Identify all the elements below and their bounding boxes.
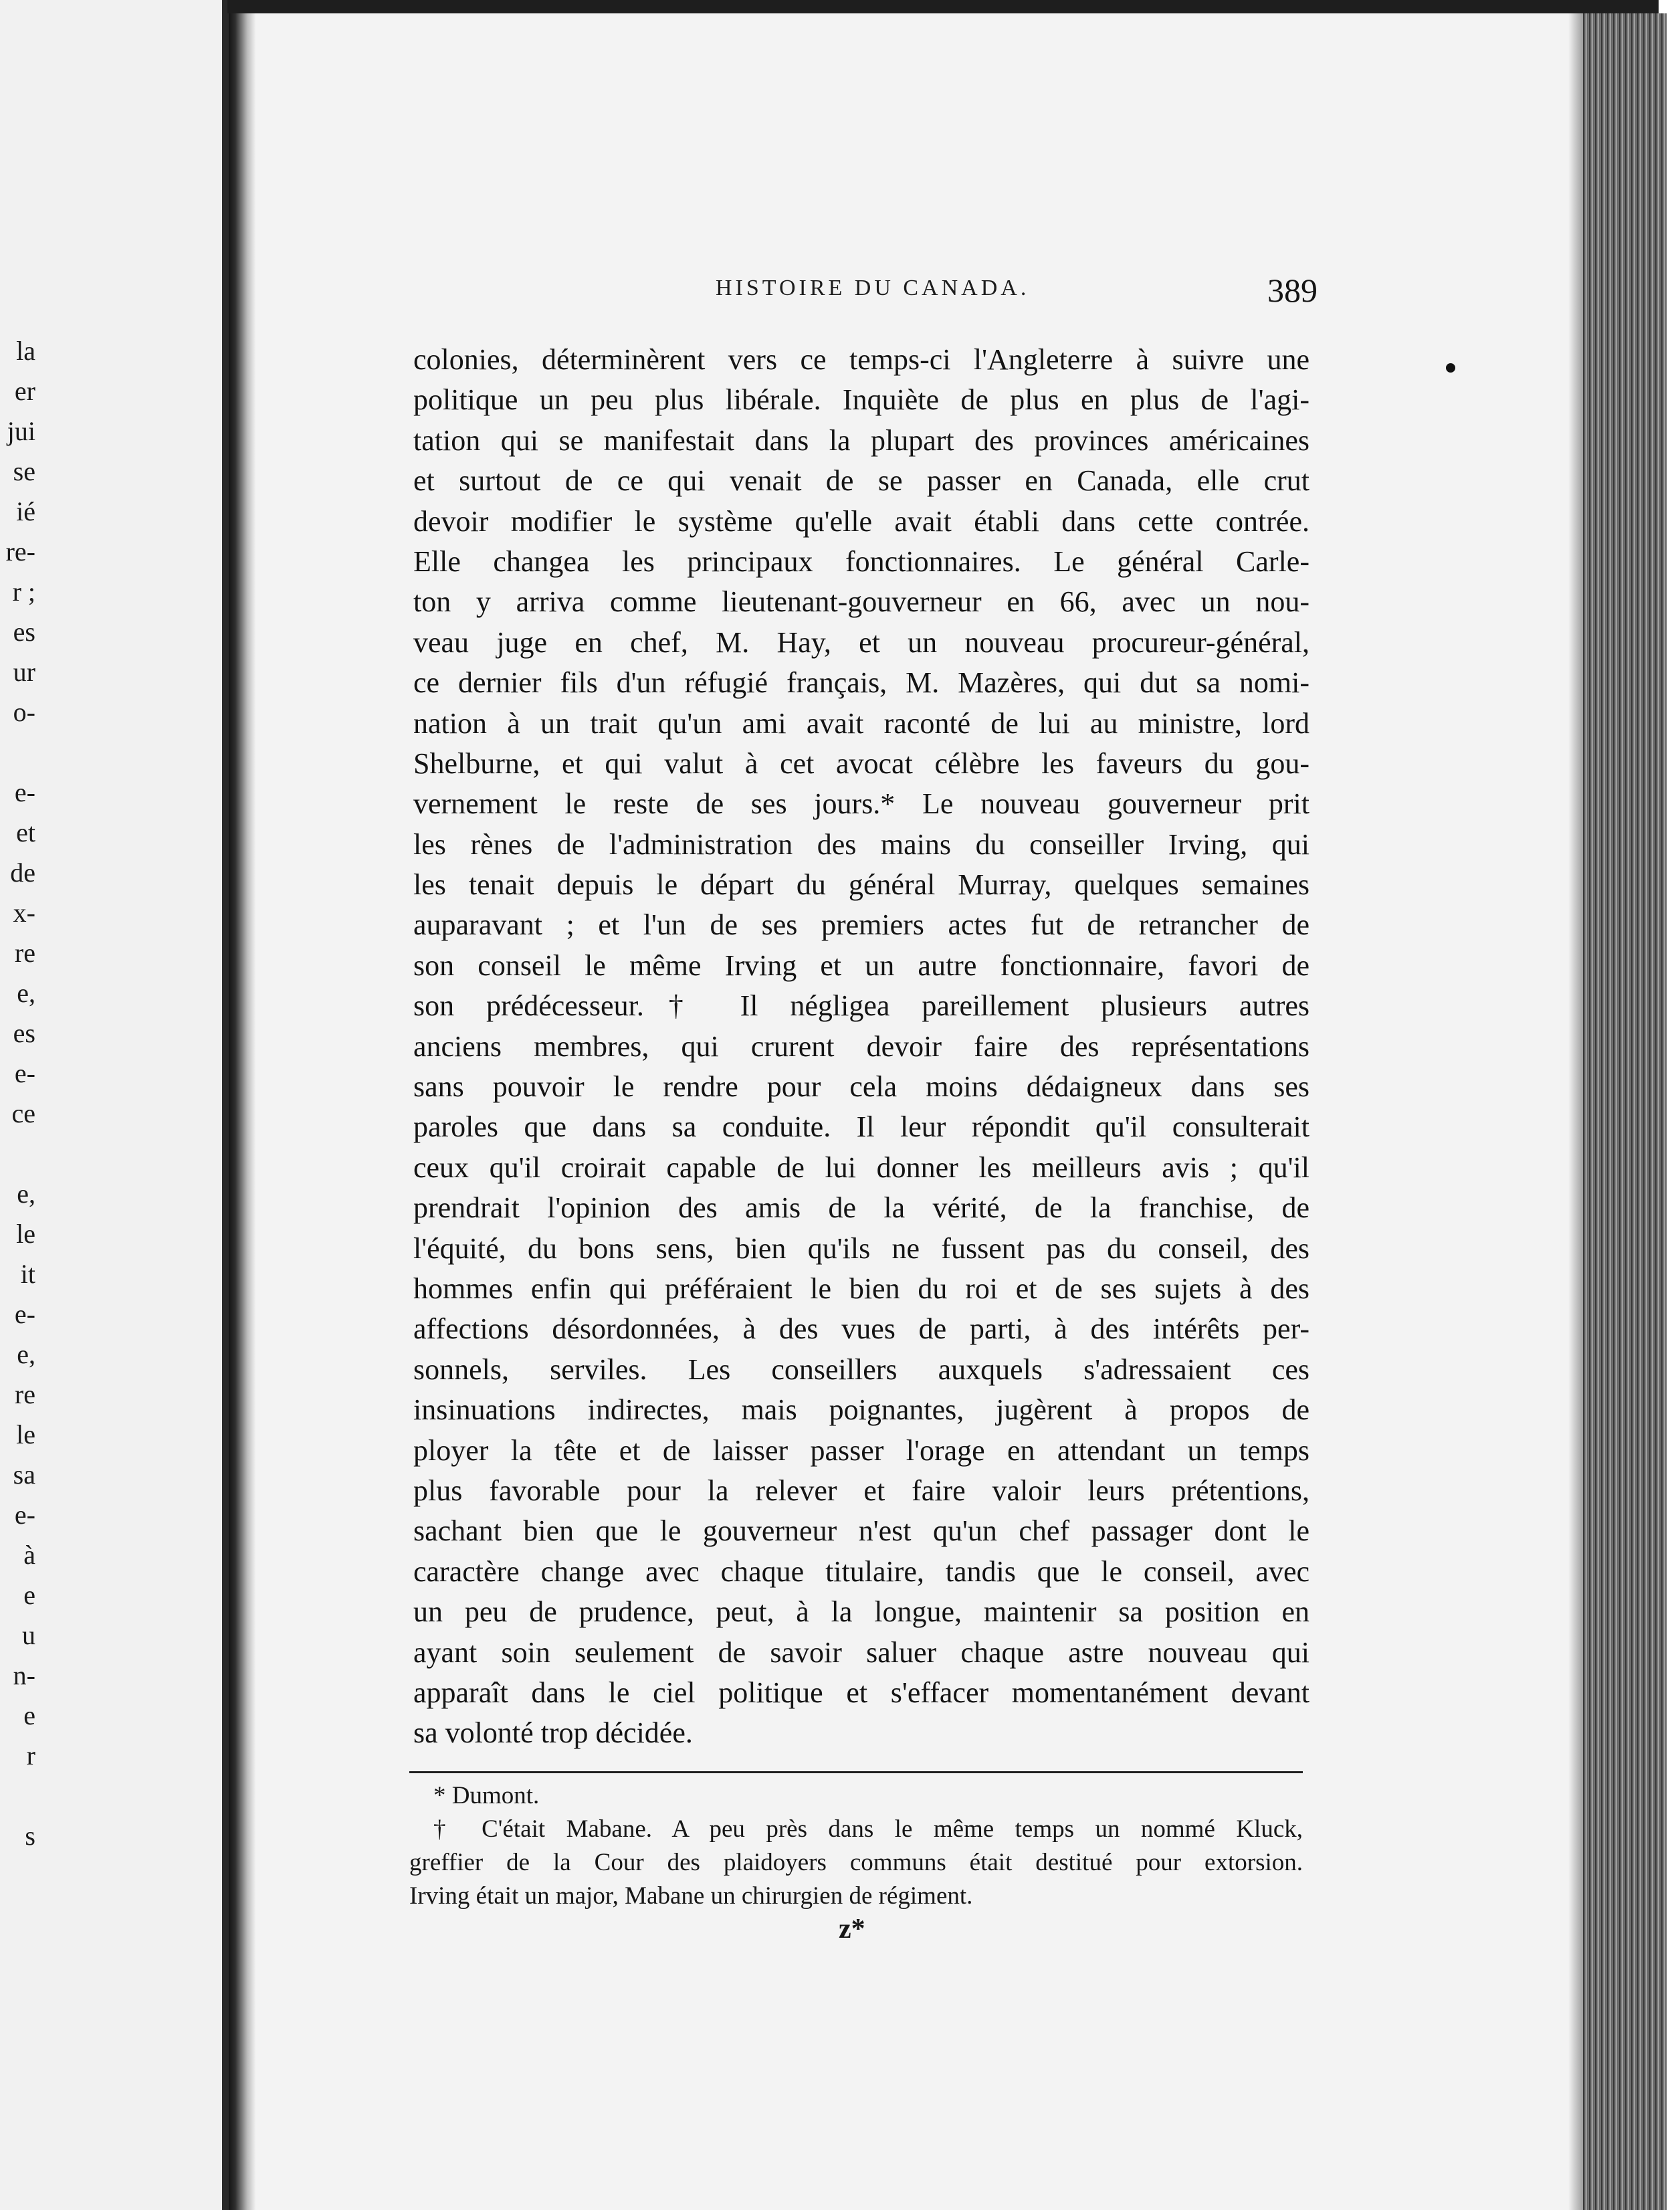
left-facing-page	[0, 0, 231, 2210]
left-page-fragment: ce	[11, 1098, 35, 1128]
left-page-fragment: et	[16, 817, 35, 847]
body-line: devoir modifier le système qu'elle avait établi dans cette contrée.	[413, 504, 1309, 538]
body-line: plus favorable pour la relever et faire valoir leurs prétentions,	[413, 1474, 1309, 1507]
left-page-fragment: ur	[13, 657, 35, 687]
gutter-line	[222, 0, 229, 2210]
left-page-fragment: x-	[13, 898, 35, 928]
body-line: insinuations indirectes, mais poignantes, jugèrent à propos de	[413, 1393, 1309, 1427]
left-page-fragment: e,	[17, 1339, 35, 1369]
left-page-fragment: le	[16, 1419, 35, 1449]
left-page-fragment: e-	[14, 1058, 35, 1088]
left-page-fragment: re	[14, 938, 35, 968]
left-page-fragment: e-	[14, 1299, 35, 1329]
left-page-fragment: r	[26, 1740, 35, 1771]
book-page-edges	[1583, 13, 1667, 2210]
footnote-1: * Dumont.	[433, 1782, 540, 1809]
left-page-fragment: e,	[17, 978, 35, 1008]
body-line: politique un peu plus libérale. Inquiète de plus en plus de l'agi-	[413, 383, 1309, 417]
left-page-fragment: es	[13, 1018, 35, 1048]
body-line: sans pouvoir le rendre pour cela moins dédaigneux dans ses	[413, 1070, 1309, 1104]
body-line: affections désordonnées, à des vues de parti, à des intérêts per-	[413, 1312, 1309, 1346]
body-line: Elle changea les principaux fonctionnaires. Le général Carle-	[413, 544, 1309, 578]
footnote-2-line-1: † C'était Mabane. A peu près dans le même temps un nommé Kluck,	[433, 1815, 1303, 1843]
body-line: vernement le reste de ses jours.* Le nouveau gouverneur prit	[413, 787, 1309, 821]
running-head: HISTOIRE DU CANADA.	[716, 276, 1030, 300]
left-page-fragment	[0, 1776, 35, 1816]
left-page-fragment	[0, 732, 35, 773]
left-page-fragment: jui	[7, 416, 35, 446]
body-text	[413, 340, 1309, 1754]
page-number: 389	[1267, 272, 1318, 309]
footnotes	[409, 1779, 1303, 1913]
body-line: sonnels, serviles. Les conseillers auxquels s'adressaient ces	[413, 1352, 1309, 1386]
body-line: prendrait l'opinion des amis de la vérité, de la franchise, de	[413, 1191, 1309, 1225]
left-page-fragment	[0, 1134, 35, 1174]
footnote-rule	[409, 1771, 1303, 1773]
left-page-fragment: e	[23, 1580, 35, 1610]
signature-mark: z*	[839, 1914, 865, 1944]
body-line: et surtout de ce qui venait de se passer en Canada, elle crut	[413, 464, 1309, 498]
left-page-fragment: u	[22, 1620, 35, 1650]
left-page-fragment: de	[10, 858, 35, 888]
left-page-fragment: s	[25, 1821, 35, 1851]
left-page-fragment: à	[23, 1540, 35, 1570]
left-page-fragment: re	[14, 1379, 35, 1409]
left-page-fragment: e	[23, 1700, 35, 1730]
left-page-fragment: le	[16, 1219, 35, 1249]
left-page-fragment: n-	[13, 1660, 35, 1690]
body-line: nation à un trait qu'un ami avait raconté de lui au ministre, lord	[413, 706, 1309, 740]
body-line: veau juge en chef, M. Hay, et un nouveau procureur-général,	[413, 625, 1309, 659]
body-line: auparavant ; et l'un de ses premiers actes fut de retrancher de	[413, 908, 1309, 942]
left-page-fragment: es	[13, 617, 35, 647]
body-line: sachant bien que le gouverneur n'est qu'un chef passager dont le	[413, 1514, 1309, 1548]
body-line: Shelburne, et qui valut à cet avocat célèbre les faveurs du gou-	[413, 746, 1309, 780]
body-line: ayant soin seulement de savoir saluer chaque astre nouveau qui	[413, 1635, 1309, 1669]
left-page-fragment: sa	[13, 1460, 35, 1490]
footnote-2-line-3: Irving était un major, Mabane un chirurgien de régiment.	[409, 1882, 973, 1910]
body-line: son prédécesseur.† Il négligea pareillement plusieurs autres	[413, 989, 1309, 1023]
body-line: ployer la tête et de laisser passer l'orage en attendant un temps	[413, 1433, 1309, 1467]
left-page-fragment: e-	[14, 777, 35, 807]
body-line: apparaît dans le ciel politique et s'effacer momentanément devant	[413, 1676, 1309, 1709]
body-line: paroles que dans sa conduite. Il leur répondit qu'il consulterait	[413, 1110, 1309, 1144]
left-page-fragment: r ;	[12, 577, 35, 607]
body-line: caractère change avec chaque titulaire, tandis que le conseil, avec	[413, 1554, 1309, 1588]
body-line: hommes enfin qui préféraient le bien du roi et de ses sujets à des	[413, 1272, 1309, 1305]
body-line: les tenait depuis le départ du général Murray, quelques semaines	[413, 868, 1309, 902]
body-line: un peu de prudence, peut, à la longue, maintenir sa position en	[413, 1595, 1309, 1629]
scan-top-edge	[227, 0, 1659, 13]
body-line: ce dernier fils d'un réfugié français, M. Mazères, qui dut sa nomi-	[413, 666, 1309, 700]
left-page-fragment: e,	[17, 1179, 35, 1209]
left-page-fragment: it	[20, 1259, 35, 1289]
body-line: son conseil le même Irving et un autre fonctionnaire, favori de	[413, 948, 1309, 982]
gutter-shadow	[229, 0, 255, 2210]
body-line: colonies, déterminèrent vers ce temps-ci l'Angleterre à suivre une	[413, 343, 1309, 376]
left-page-fragment: o-	[13, 697, 35, 727]
left-page-fragment: ié	[16, 496, 35, 526]
left-page-fragment: re-	[5, 536, 35, 567]
body-line: ton y arriva comme lieutenant-gouverneur en 66, avec un nou-	[413, 585, 1309, 619]
left-page-text-fragments	[0, 331, 35, 1856]
left-page-fragment: er	[14, 376, 35, 406]
body-line: l'équité, du bons sens, bien qu'ils ne fussent pas du conseil, des	[413, 1231, 1309, 1265]
footnote-2-line-2: greffier de la Cour des plaidoyers communs était destitué pour extorsion.	[409, 1849, 1303, 1876]
body-line: tation qui se manifestait dans la plupart des provinces américaines	[413, 423, 1309, 457]
body-line: ceux qu'il croirait capable de lui donner les meilleurs avis ; qu'il	[413, 1150, 1309, 1184]
left-page-fragment: se	[13, 456, 35, 486]
left-page-fragment: la	[16, 336, 35, 366]
ink-speck	[1446, 363, 1455, 373]
body-line: anciens membres, qui crurent devoir faire des représentations	[413, 1029, 1309, 1063]
body-line: les rènes de l'administration des mains du conseiller Irving, qui	[413, 827, 1309, 861]
body-line: sa volonté trop décidée.	[413, 1716, 693, 1750]
left-page-fragment: e-	[14, 1500, 35, 1530]
